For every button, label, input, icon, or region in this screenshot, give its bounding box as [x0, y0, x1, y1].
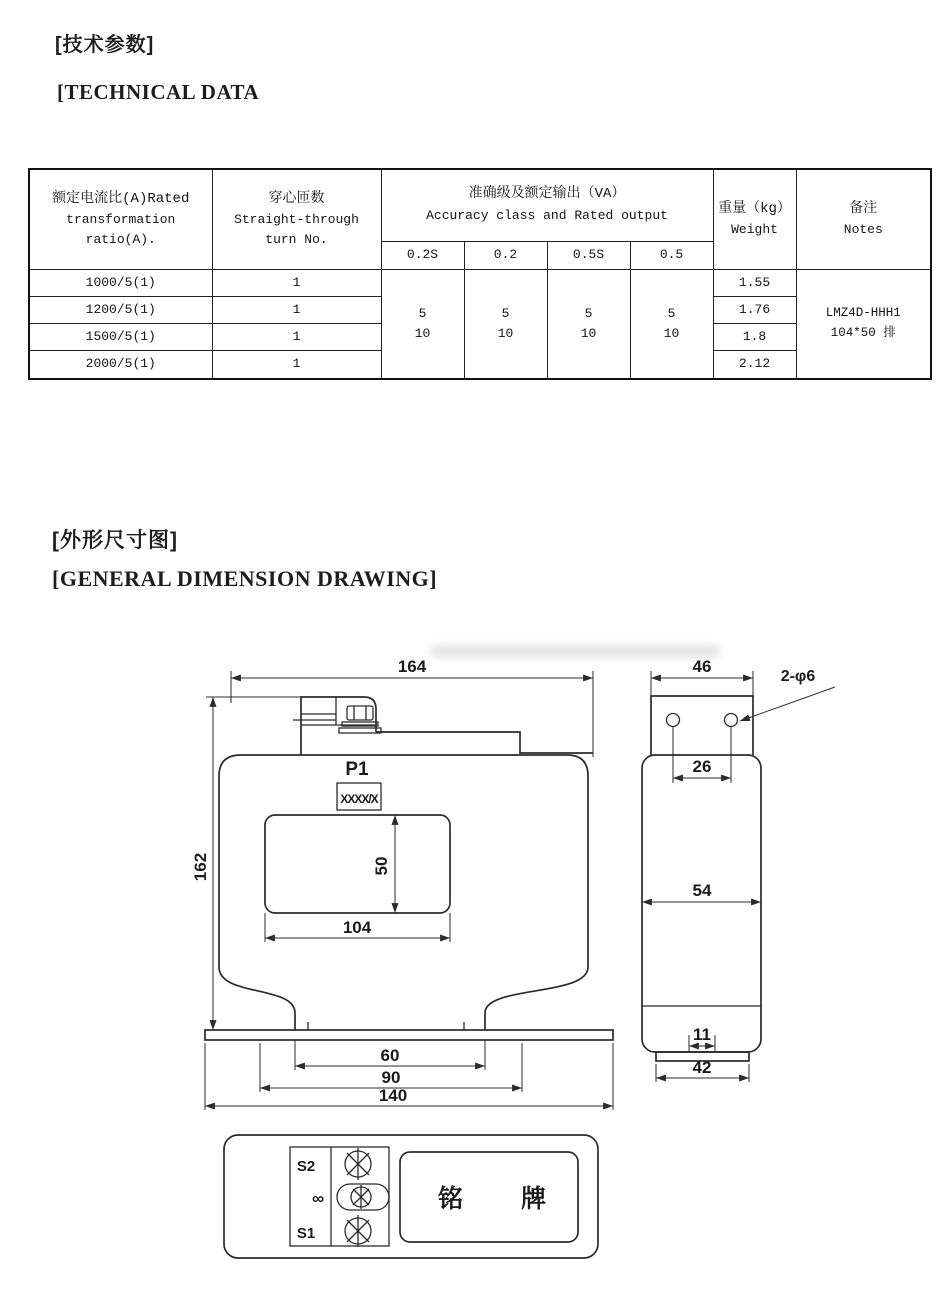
front-view [191, 657, 613, 1110]
cell-weight: 1.55 [713, 270, 796, 297]
holes-callout: 2-φ6 [780, 668, 816, 685]
cell-weight: 1.76 [713, 297, 796, 324]
cell-notes [796, 270, 931, 379]
section1-title-en: [TECHNICAL DATA [57, 80, 260, 104]
cell-output-05s: 5 10 [547, 270, 630, 379]
cell-ratio: 1500/5(1) [29, 324, 212, 351]
header-accuracy-en: Accuracy class and Rated output [426, 208, 668, 224]
section2-title-en: [GENERAL DIMENSION DRAWING] [52, 566, 438, 591]
header-weight [713, 169, 796, 270]
cell-output-05: 5 10 [630, 270, 713, 379]
terminal-screw-icon [351, 1185, 371, 1209]
dim-tab-width: 11 [693, 1025, 711, 1044]
header-notes [796, 169, 931, 270]
terminal-screw-icon [345, 1148, 371, 1180]
header-turns-cn: 穿心匝数 [268, 190, 325, 207]
accuracy-class-02: 0.2 [464, 241, 547, 269]
window-opening [265, 815, 450, 913]
accuracy-class-05s: 0.5S [547, 241, 630, 269]
dim-base-140: 140 [378, 1086, 408, 1105]
dim-front-height: 162 [191, 852, 210, 882]
section1-title-cn: [技术参数] [55, 34, 155, 56]
cell-weight: 2.12 [713, 351, 796, 379]
header-ratio-en2: ratio(A). [85, 232, 156, 248]
notes-line2: 104*50 排 [830, 325, 896, 340]
ratio-marking-box: XXXX/X [340, 792, 378, 806]
cell-output-02: 5 10 [464, 270, 547, 379]
side-body [642, 755, 761, 1052]
terminal-label-ground: ∞ [311, 1189, 325, 1208]
dim-base-90: 90 [381, 1068, 401, 1087]
table-row [29, 270, 931, 297]
dim-side-base-width: 42 [692, 1058, 712, 1077]
mounting-hole-icon [725, 714, 738, 727]
base-plate [205, 1030, 613, 1040]
header-ratio [29, 169, 212, 270]
header-notes-cn: 备注 [849, 200, 878, 217]
cell-output-02s: 5 10 [381, 270, 464, 379]
terminal-view [224, 1135, 604, 1258]
cell-turns: 1 [212, 351, 381, 379]
terminal-label-s1: S1 [296, 1225, 316, 1242]
header-accuracy [381, 169, 713, 241]
dim-window-height: 50 [372, 856, 391, 876]
dim-side-body-width: 54 [692, 881, 712, 900]
header-notes-en: Notes [843, 222, 883, 238]
technical-data-table [28, 168, 932, 380]
side-view [642, 657, 835, 1082]
p1-terminal-label: P1 [345, 759, 369, 780]
dimension-drawing [180, 645, 870, 1285]
header-turns-en1: Straight-through [234, 212, 359, 228]
header-turns-en2: turn No. [265, 232, 328, 248]
ground-terminal-slot [337, 1184, 389, 1210]
dim-window-width: 104 [342, 918, 372, 937]
header-accuracy-cn: 准确级及额定输出（VA） [468, 186, 626, 203]
header-ratio-en1: transformation [66, 212, 176, 228]
cell-ratio: 1200/5(1) [29, 297, 212, 324]
cell-turns: 1 [212, 270, 381, 297]
dim-hole-spacing: 26 [692, 757, 712, 776]
section2-title-cn: [外形尺寸图] [52, 529, 178, 552]
header-weight-cn: 重量（kg） [718, 200, 791, 217]
header-weight-en: Weight [731, 222, 778, 238]
accuracy-class-05: 0.5 [630, 241, 713, 269]
accuracy-class-02s: 0.2S [381, 241, 464, 269]
dim-side-top-width: 46 [692, 657, 712, 676]
dim-base-60: 60 [380, 1046, 400, 1065]
dim-front-width: 164 [397, 657, 427, 676]
terminal-label-s2: S2 [296, 1158, 316, 1175]
cell-ratio: 1000/5(1) [29, 270, 212, 297]
terminal-screw-icon [345, 1215, 371, 1247]
mounting-hole-icon [667, 714, 680, 727]
cell-turns: 1 [212, 297, 381, 324]
bolt-icon [339, 706, 381, 733]
header-turns [212, 169, 381, 270]
nameplate-label: 铭牌 [438, 1185, 605, 1213]
table-header-row [29, 169, 931, 241]
cell-turns: 1 [212, 324, 381, 351]
notes-line1: LMZ4D-HHH1 [825, 306, 901, 321]
cell-ratio: 2000/5(1) [29, 351, 212, 379]
cell-weight: 1.8 [713, 324, 796, 351]
header-ratio-cn: 额定电流比(A)Rated [52, 190, 190, 207]
